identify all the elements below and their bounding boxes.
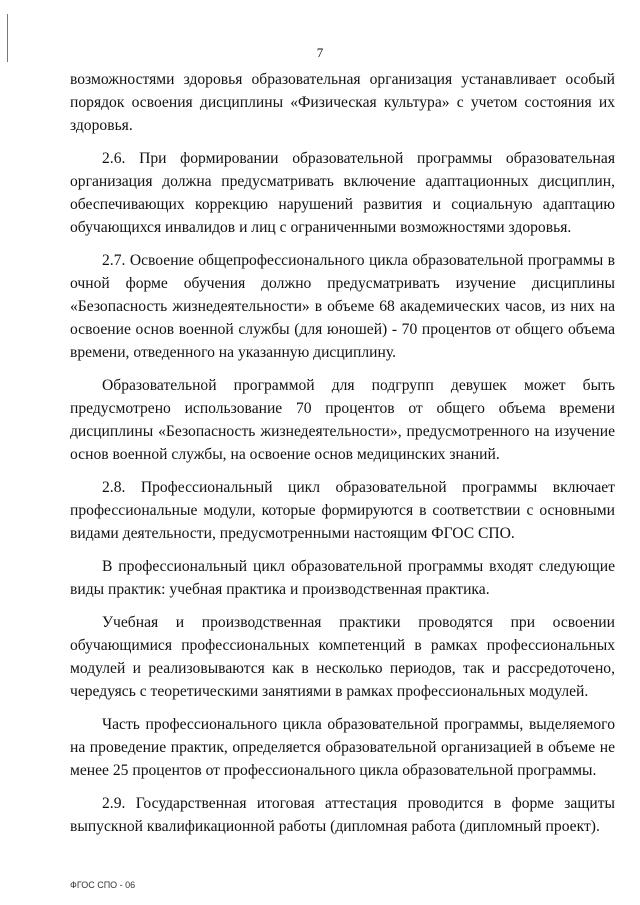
paragraph-practice-types: В профессиональный цикл образовательной программы входят следующие виды практик: учебная практика и производственная практика. — [70, 558, 615, 598]
paragraph-girls-subgroups: Образовательной программой для подгрупп девушек может быть предусмотрено использование 70 процентов от общего объема времени дисциплины «Безопасность жизнедеятельности», предусмотренного на изучение основ военной службы, на освоение основ медицинских знаний. — [70, 377, 615, 463]
document-body — [70, 68, 615, 848]
paragraph-practice-conduct: Учебная и производственная практики проводятся при освоении обучающимися профессиональных компетенций в рамках профессиональных модулей и реализовываются как в несколько периодов, так и рассредоточено, чередуясь с теоретическими занятиями в рамках профессиональных модулей. — [70, 614, 615, 700]
paragraph-2-7: 2.7. Освоение общепрофессионального цикла образовательной программы в очной форме обучения должно предусматривать изучение дисциплины «Безопасность жизнедеятельности» в объеме 68 академических часов, из них на освоение основ военной службы (для юношей) - 70 процентов от общего объема времени, отведенного на указанную дисциплину. — [70, 252, 615, 361]
paragraph-2-8: 2.8. Профессиональный цикл образовательной программы включает профессиональные модули, которые формируются в соответствии с основными видами деятельности, предусмотренными настоящим ФГОС СПО. — [70, 479, 615, 542]
paragraph-practice-share: Часть профессионального цикла образовательной программы, выделяемого на проведение практик, определяется образовательной организацией в объеме не менее 25 процентов от профессионального цикла образовательной программы. — [70, 716, 615, 779]
paragraph-continuation: возможностями здоровья образовательная организация устанавливает особый порядок освоения дисциплины «Физическая культура» с учетом состояния их здоровья. — [70, 71, 615, 134]
page-number: 7 — [316, 45, 324, 60]
footer-standard-code: ФГОС СПО - 06 — [70, 880, 136, 890]
paragraph-2-9: 2.9. Государственная итоговая аттестация проводится в форме защиты выпускной квалификационной работы (дипломная работа (дипломный проект). — [70, 795, 615, 835]
paragraph-2-6: 2.6. При формировании образовательной программы образовательная организация должна предусматривать включение адаптационных дисциплин, обеспечивающих коррекцию нарушений развития и социальную адаптацию обучающихся инвалидов и лиц с ограниченными возможностями здоровья. — [70, 150, 615, 236]
